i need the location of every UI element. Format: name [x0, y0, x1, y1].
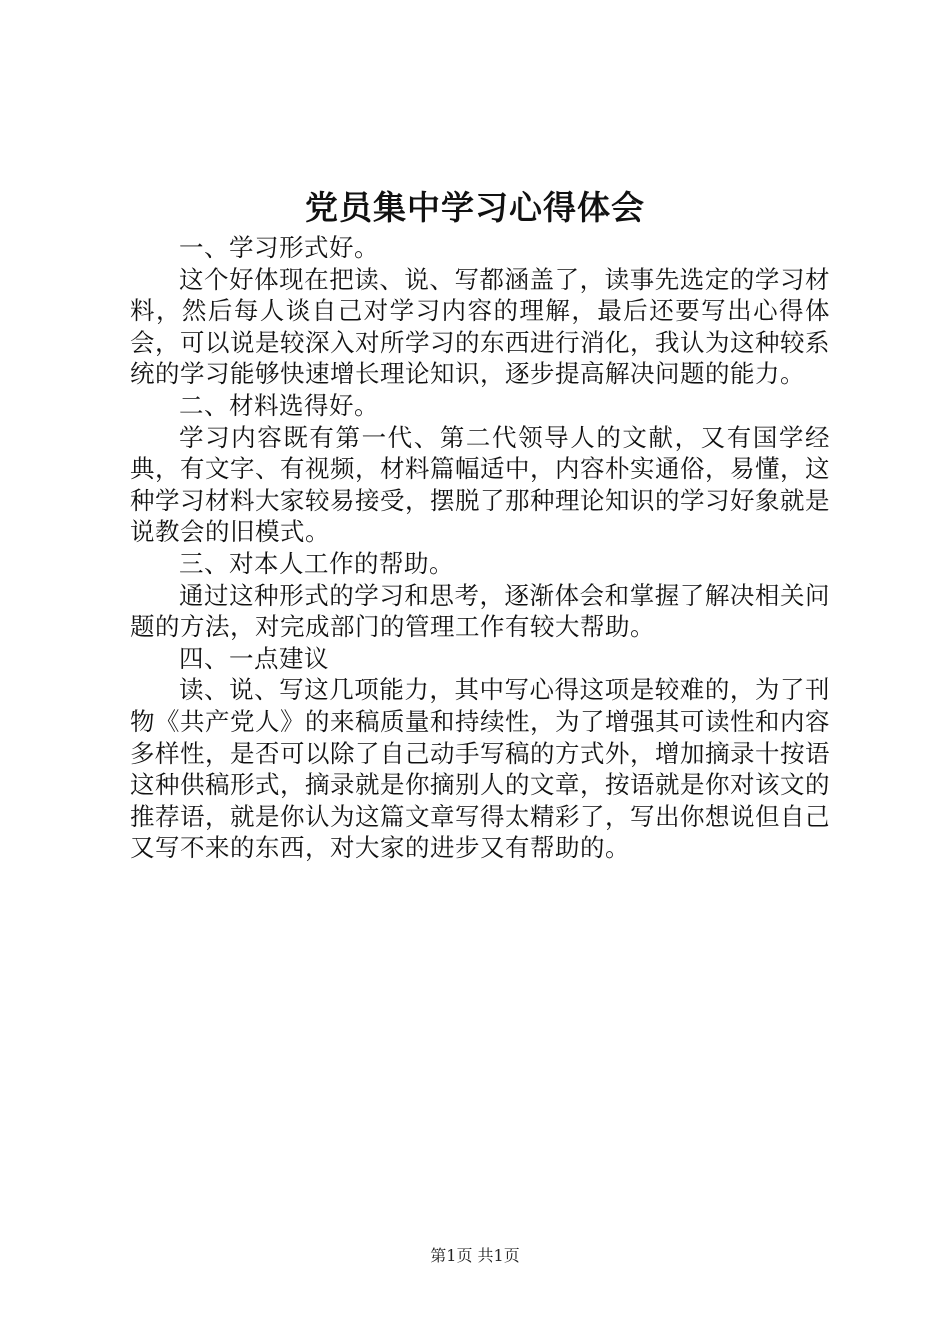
section-heading-4: 四、一点建议 [179, 643, 329, 673]
section-heading-1: 一、学习形式好。 [179, 233, 379, 262]
paragraph-1: 这个好体现在把读、说、写都涵盖了，读事先选定的学习材料，然后每人谈自己对学习内容的理解，最后还要写出心得体会，可以说是较深入对所学习的东西进行消化，我认为这种较系统的学习能够快速增长理论知识，逐步提高解决问题的能力。 [130, 264, 830, 389]
page-footer: 第1页 共1页 [430, 1246, 520, 1265]
paragraph-4: 读、说、写这几项能力，其中写心得这项是较难的，为了刊物《共产党人》的来稿质量和持续性，为了增强其可读性和内容多样性，是否可以除了自己动手写稿的方式外，增加摘录十按语这种供稿形式，摘录就是你摘别人的文章，按语就是你对该文的推荐语，就是你认为这篇文章写得太精彩了，写出你想说但自己又写不来的东西，对大家的进步又有帮助的。 [130, 675, 830, 863]
document-body [130, 232, 830, 864]
section-heading-2: 二、材料选得好。 [179, 390, 379, 420]
document-title: 党员集中学习心得体会 [305, 188, 645, 227]
paragraph-2: 学习内容既有第一代、第二代领导人的文献，又有国学经典，有文字、有视频，材料篇幅适中，内容朴实通俗，易懂，这种学习材料大家较易接受，摆脱了那种理论知识的学习好象就是说教会的旧模式。 [130, 422, 830, 547]
section-heading-3: 三、对本人工作的帮助。 [179, 548, 454, 578]
paragraph-3: 通过这种形式的学习和思考，逐渐体会和掌握了解决相关问题的方法，对完成部门的管理工作有较大帮助。 [130, 580, 830, 642]
